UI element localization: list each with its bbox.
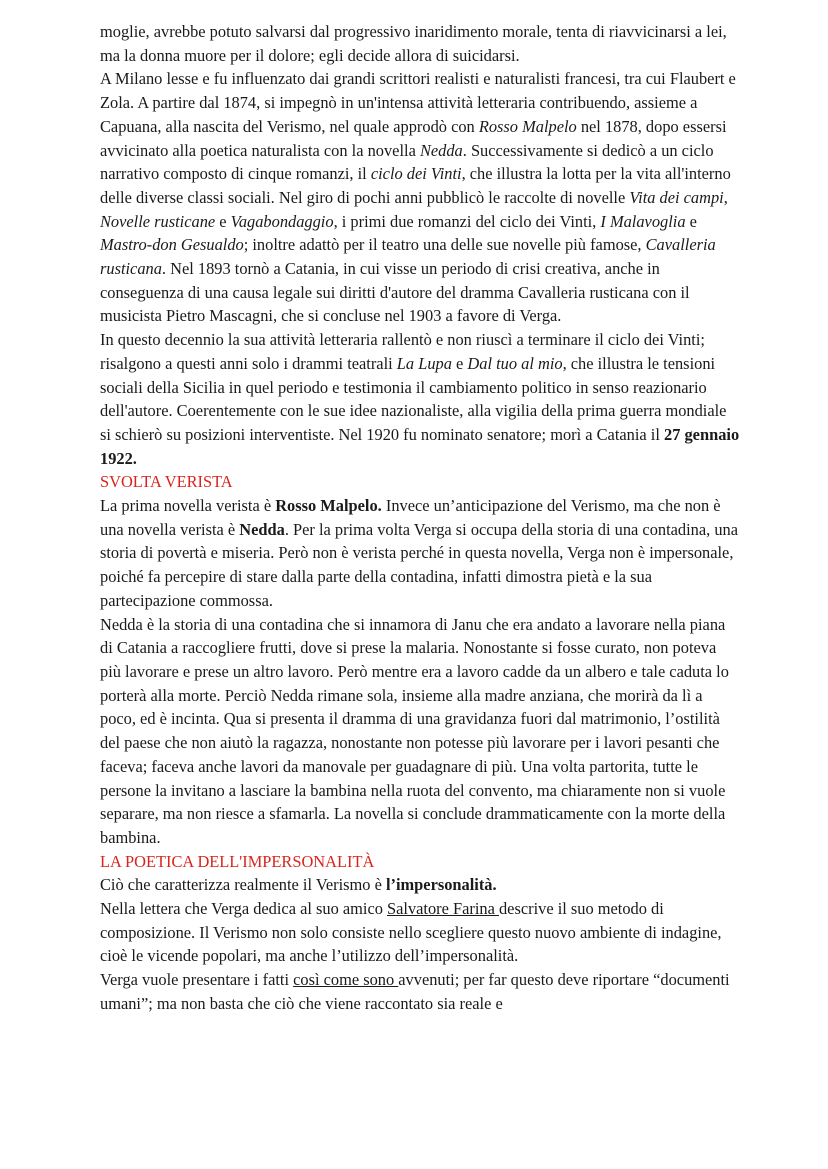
text-run: , che illustra le tensioni sociali della Sicilia in quel periodo e testimonia il cambiamento politico in senso reazionario dell'autore. Coerentemente con le sue idee nazionaliste, alla vigilia della prima guerra mondiale si schierò su posizioni interventiste. Nel 1920 fu nominato senatore; morì a Catania il bbox=[100, 353, 727, 444]
italic-title-ciclo-dei-vinti: ciclo dei Vinti bbox=[370, 164, 462, 184]
italic-title-i-malavoglia: I Malavoglia bbox=[600, 211, 686, 231]
text-run: . Successivamente si dedicò a un ciclo narrativo composto di cinque romanzi, il bbox=[100, 140, 714, 184]
text-run: In questo decennio la sua attività letteraria rallentò e non riuscì a terminare il ciclo dei Vinti; risalgono a questi anni solo i drammi teatrali bbox=[100, 330, 705, 373]
text-run: . Nel 1893 tornò a Catania, in cui visse un periodo di crisi creativa, anche in conseguenza di una causa legale sui diritti d'autore del dramma Cavalleria rusticana con il musicista Pietro Mascagni, che si concluse nel 1903 a favore di Verga. bbox=[100, 259, 690, 326]
section-heading-svolta-verista: SVOLTA VERISTA bbox=[100, 472, 233, 492]
text-run: . Per la prima volta Verga si occupa della storia di una contadina, una storia di povertà e miseria. Però non è verista perché in questa novella, Verga non è impersonale, poiché fa percepire di stare dalla parte della contadina, infatti dimostra pietà e la sua partecipazione commossa. bbox=[100, 519, 738, 610]
bold-nedda: Nedda bbox=[239, 519, 285, 539]
paragraph-impersonalita bbox=[100, 873, 740, 897]
text-run: A Milano lesse e fu influenzato dai grandi scrittori realisti e naturalisti francesi, tra cui Flaubert e Zola. A partire dal 1874, si impegnò in un'intensa attività letteraria contribuendo, assieme a Capuana, alla nascita del Verismo, nel quale approdò con bbox=[100, 69, 736, 136]
text-run: e bbox=[215, 211, 231, 231]
text-run: ; inoltre adattò per il teatro una delle sue novelle più famose, bbox=[243, 235, 646, 255]
paragraph-nedda bbox=[100, 613, 740, 850]
text-run: Nella lettera che Verga dedica al suo amico bbox=[100, 899, 388, 919]
text-run: Nedda è la storia di una contadina che si innamora di Janu che era andato a lavorare nella piana di Catania a raccogliere frutti, dove si prese la malaria. Nonostante si fosse curato, non poteva più lavorare e prese un altro lavoro. Però mentre era a lavoro cadde da un albero e tale caduta lo porterà alla morte. Perciò Nedda rimane sola, insieme alla madre anziana, che morirà da lì a poco, ed è incinta. Qua si presenta il dramma di una gravidanza fuori dal matrimonio, l’ostilità del paese che non aiutò la ragazza, nonostante non potesse più lavorare per i lavori pesanti che faceva; faceva anche lavori da manovale per guadagnare di più. Una volta partorita, tutte le persone la invitano a lasciare la bambina nella ruota del convento, ma chiaramente non si vuole separare, ma non riesce a sfamarla. La novella si conclude drammaticamente con la morte della bambina. bbox=[100, 614, 729, 847]
text-run: e bbox=[685, 211, 697, 231]
underlined-salvatore-farina: Salvatore Farina bbox=[387, 899, 499, 919]
paragraph-fatti bbox=[100, 968, 740, 1015]
text-run: nel 1878, dopo essersi avvicinato alla poetica naturalista con la novella bbox=[100, 116, 727, 160]
text-run: e bbox=[451, 353, 468, 373]
paragraph-decennio bbox=[100, 328, 740, 470]
paragraph-lettera bbox=[100, 897, 740, 968]
text-run: Invece un’anticipazione del Verismo, ma che non è una novella verista è bbox=[100, 496, 721, 539]
bold-date: 27 gennaio 1922. bbox=[100, 424, 740, 468]
text-run: moglie, avrebbe potuto salvarsi dal progressivo inaridimento morale, tenta di riavvicinarsi a lei, ma la donna muore per il dolore; egli decide allora di suicidarsi. bbox=[100, 22, 727, 65]
text-run: , che illustra la lotta per la vita all'interno delle diverse classi sociali. Nel giro di pochi anni pubblicò le raccolte di novelle bbox=[100, 164, 731, 207]
italic-title-nedda: Nedda bbox=[419, 140, 463, 160]
underlined-cosi-come-sono: così come sono bbox=[293, 970, 399, 990]
italic-title-novelle-rusticane: Novelle rusticane bbox=[100, 211, 216, 231]
text-run: La prima novella verista è bbox=[100, 496, 276, 516]
italic-title-cavalleria-rusticana: Cavalleria rusticana bbox=[100, 235, 716, 279]
text-run: Verga vuole presentare i fatti bbox=[100, 970, 294, 990]
section-heading-poetica-impersonalita: LA POETICA DELL'IMPERSONALITÀ bbox=[100, 851, 375, 871]
text-run: , i primi due romanzi del ciclo dei Vinti, bbox=[333, 211, 601, 231]
document-page bbox=[100, 20, 740, 1016]
text-run: avvenuti; per far questo deve riportare “documenti umani”; ma non basta che ciò che viene raccontato sia reale e bbox=[100, 970, 730, 1013]
italic-title-vagabondaggio: Vagabondaggio bbox=[230, 211, 334, 231]
italic-title-mastro-don-gesualdo: Mastro-don Gesualdo bbox=[100, 235, 244, 255]
bold-impersonalita: l’impersonalità. bbox=[385, 875, 497, 895]
italic-title-rosso-malpelo: Rosso Malpelo bbox=[478, 116, 577, 136]
text-run: Ciò che caratterizza realmente il Verismo è bbox=[100, 875, 386, 895]
paragraph-svolta bbox=[100, 494, 740, 613]
text-run: descrive il suo metodo di composizione. Il Verismo non solo consiste nello scegliere questo nuovo ambiente di indagine, cioè le vicende popolari, ma anche l’utilizzo dell’impersonalità. bbox=[100, 899, 722, 966]
text-run: , bbox=[723, 187, 728, 207]
italic-title-la-lupa: La Lupa bbox=[396, 353, 452, 373]
bold-rosso-malpelo: Rosso Malpelo. bbox=[275, 496, 382, 516]
paragraph-milano bbox=[100, 67, 740, 328]
italic-title-dal-tuo-al-mio: Dal tuo al mio bbox=[467, 353, 563, 373]
paragraph-verga-life-end bbox=[100, 20, 740, 67]
italic-title-vita-dei-campi: Vita dei campi bbox=[629, 187, 724, 207]
